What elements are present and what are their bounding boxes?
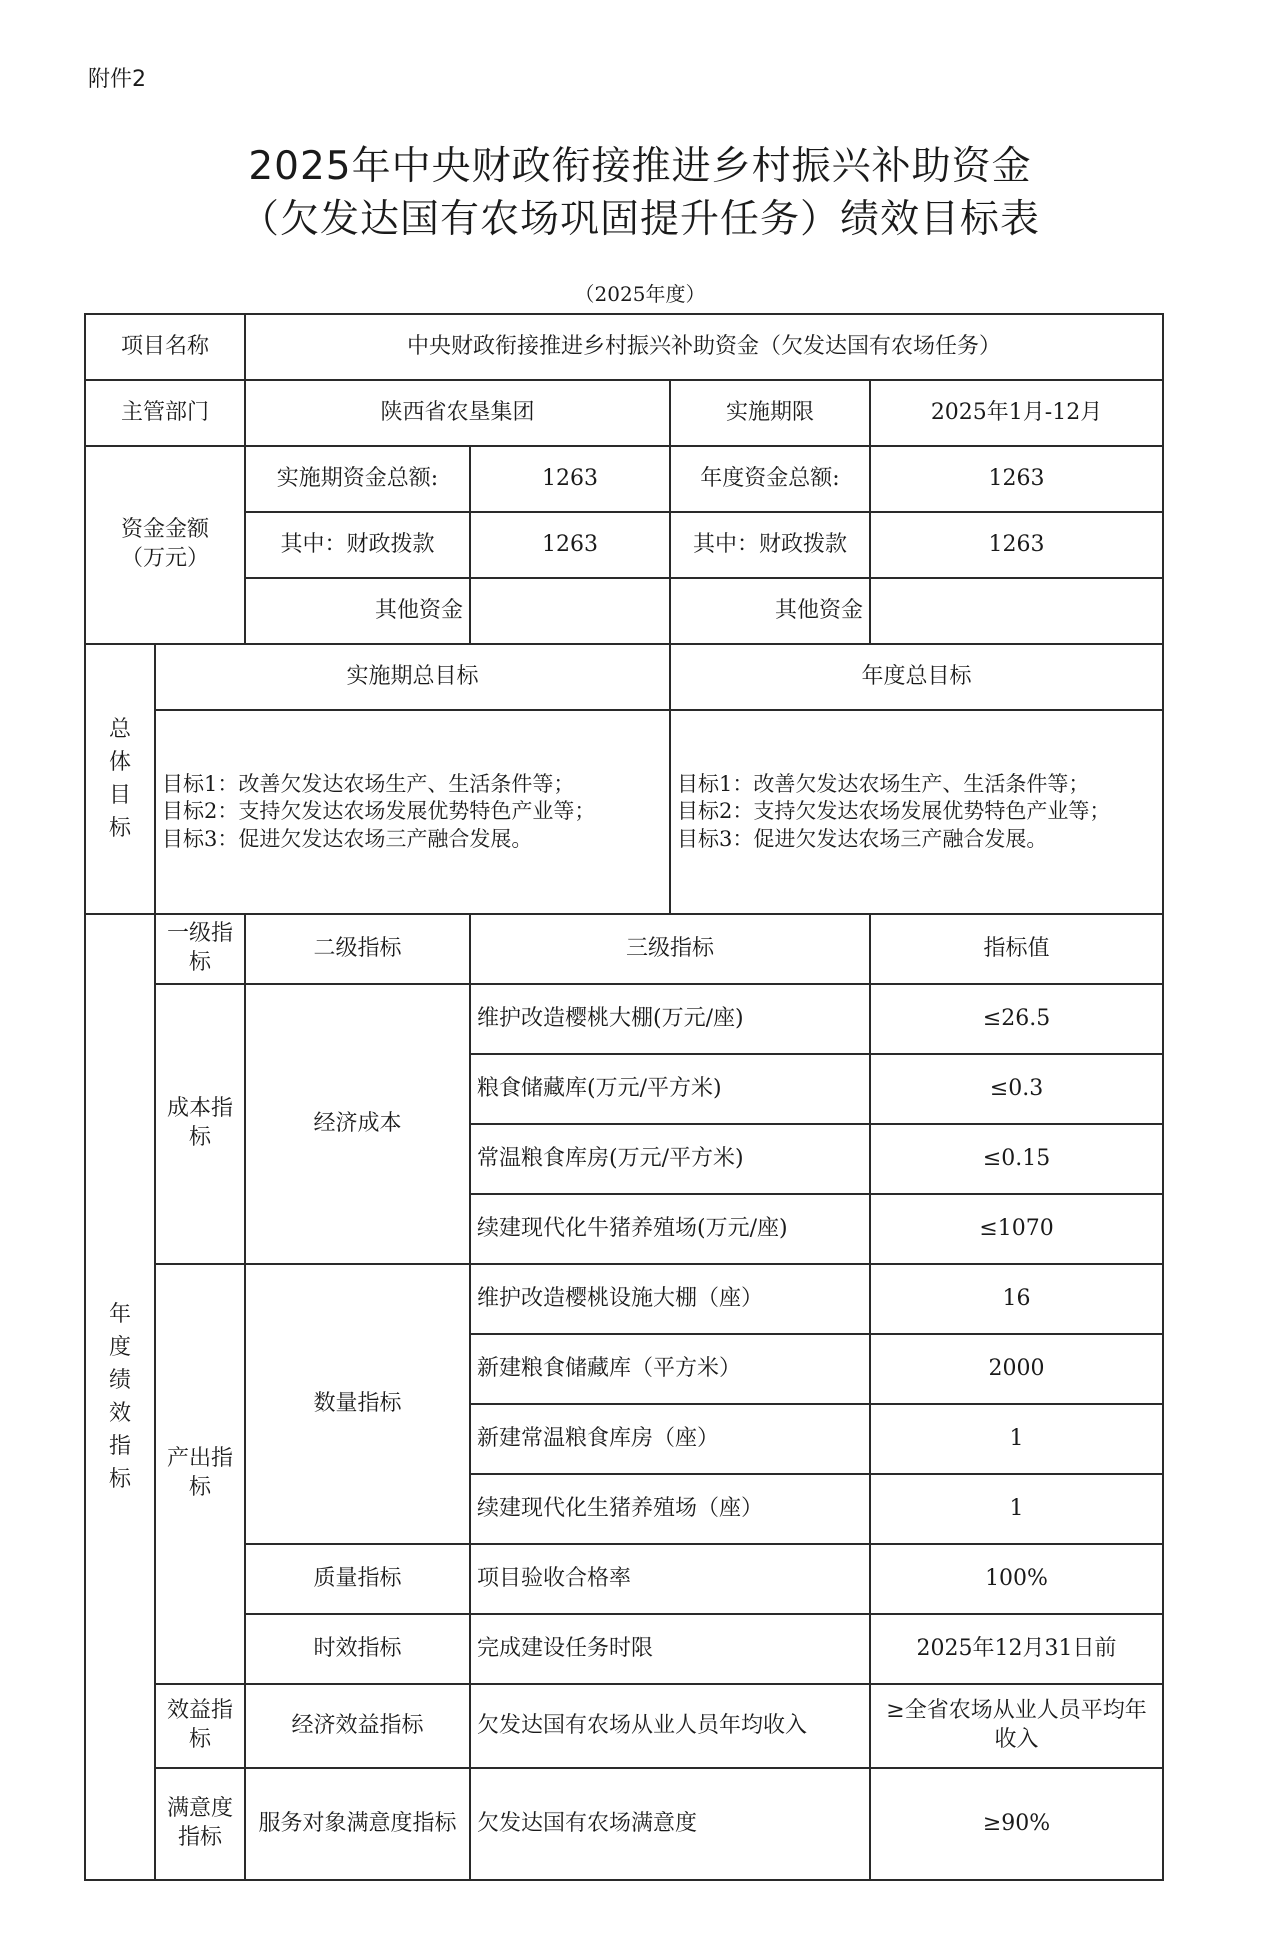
performance-target-table	[84, 313, 1164, 1881]
table-row	[85, 1544, 1163, 1614]
cost-item-name: 维护改造樱桃大棚(万元/座)	[470, 984, 870, 1054]
funds-annual-label: 年度资金总额:	[670, 446, 870, 512]
cost-item-value: ≤26.5	[870, 984, 1163, 1054]
cost-item-name: 常温粮食库房(万元/平方米)	[470, 1124, 870, 1194]
performance-table-wrapper	[84, 313, 1162, 1881]
cost-l1: 成本指标	[155, 984, 245, 1264]
quality-l2: 质量指标	[245, 1544, 470, 1614]
funds-other-label: 其他资金	[245, 578, 470, 644]
cost-item-name: 续建现代化牛猪养殖场(万元/座)	[470, 1194, 870, 1264]
cost-item-value: ≤1070	[870, 1194, 1163, 1264]
funds-annual-other-value	[870, 578, 1163, 644]
cost-l2: 经济成本	[245, 984, 470, 1264]
funds-total-value: 1263	[470, 446, 670, 512]
header-level2: 二级指标	[245, 914, 470, 984]
goal-annual-item: 目标3：促进欠发达农场三产融合发展。	[677, 826, 1048, 851]
output-l1: 产出指标	[155, 1264, 245, 1684]
project-row	[85, 314, 1163, 380]
benefit-l2: 经济效益指标	[245, 1684, 470, 1768]
quantity-l2: 数量指标	[245, 1264, 470, 1544]
cost-item-value: ≤0.15	[870, 1124, 1163, 1194]
quantity-item-value: 2000	[870, 1334, 1163, 1404]
funds-row-other	[85, 578, 1163, 644]
goals-annual-header: 年度总目标	[670, 644, 1163, 710]
goal-period-item: 目标1：改善欠发达农场生产、生活条件等；	[162, 772, 575, 797]
table-row	[85, 1684, 1163, 1768]
fiscal-year: （2025年度）	[574, 282, 706, 306]
indicators-header-row	[85, 914, 1163, 984]
satisfaction-item-value: ≥90%	[870, 1768, 1163, 1880]
project-label: 项目名称	[85, 314, 245, 380]
funds-total-label: 实施期资金总额:	[245, 446, 470, 512]
benefit-item-value: ≥全省农场从业人员平均年收入	[870, 1684, 1163, 1768]
funds-other-value	[470, 578, 670, 644]
cost-item-value: ≤0.3	[870, 1054, 1163, 1124]
funds-annual-fiscal-value: 1263	[870, 512, 1163, 578]
funds-row-fiscal	[85, 512, 1163, 578]
funds-annual-value: 1263	[870, 446, 1163, 512]
cost-item-name: 粮食储藏库(万元/平方米)	[470, 1054, 870, 1124]
table-row	[85, 1614, 1163, 1684]
satisfaction-l1: 满意度指标	[155, 1768, 245, 1880]
indicators-label-text: 年度绩效指标	[108, 1302, 131, 1492]
goal-annual-item: 目标2：支持欠发达农场发展优势特色产业等；	[677, 799, 1111, 824]
goals-annual-content	[670, 710, 1163, 914]
attachment-label: 附件2	[88, 67, 146, 92]
goal-period-item: 目标3：促进欠发达农场三产融合发展。	[162, 826, 533, 851]
goals-header-row	[85, 644, 1163, 710]
funds-annual-other-label: 其他资金	[670, 578, 870, 644]
satisfaction-l2: 服务对象满意度指标	[245, 1768, 470, 1880]
time-item-name: 完成建设任务时限	[470, 1614, 870, 1684]
funds-label-line1: 资金金额	[121, 517, 210, 543]
quantity-item-name: 新建常温粮食库房（座）	[470, 1404, 870, 1474]
header-level3: 三级指标	[470, 914, 870, 984]
quantity-item-value: 16	[870, 1264, 1163, 1334]
table-row	[85, 1264, 1163, 1334]
quantity-item-value: 1	[870, 1404, 1163, 1474]
goals-period-header: 实施期总目标	[155, 644, 670, 710]
funds-fiscal-value: 1263	[470, 512, 670, 578]
document-title-line1: 2025年中央财政衔接推进乡村振兴补助资金	[248, 144, 1032, 189]
quantity-item-value: 1	[870, 1474, 1163, 1544]
header-level1: 一级指标	[155, 914, 245, 984]
time-l2: 时效指标	[245, 1614, 470, 1684]
department-value: 陕西省农垦集团	[245, 380, 670, 446]
goals-period-content	[155, 710, 670, 914]
quantity-item-name: 维护改造樱桃设施大棚（座）	[470, 1264, 870, 1334]
benefit-item-name: 欠发达国有农场从业人员年均收入	[470, 1684, 870, 1768]
quantity-item-name: 新建粮食储藏库（平方米）	[470, 1334, 870, 1404]
table-row	[85, 984, 1163, 1054]
department-label: 主管部门	[85, 380, 245, 446]
goal-period-item: 目标2：支持欠发达农场发展优势特色产业等；	[162, 799, 596, 824]
quantity-item-name: 续建现代化生猪养殖场（座）	[470, 1474, 870, 1544]
project-value: 中央财政衔接推进乡村振兴补助资金（欠发达国有农场任务）	[245, 314, 1163, 380]
goal-annual-item: 目标1：改善欠发达农场生产、生活条件等；	[677, 772, 1090, 797]
funds-label	[85, 446, 245, 644]
funds-row-total	[85, 446, 1163, 512]
department-row	[85, 380, 1163, 446]
satisfaction-item-name: 欠发达国有农场满意度	[470, 1768, 870, 1880]
quality-item-name: 项目验收合格率	[470, 1544, 870, 1614]
time-item-value: 2025年12月31日前	[870, 1614, 1163, 1684]
goals-label-text: 总体目标	[108, 717, 131, 841]
quality-item-value: 100%	[870, 1544, 1163, 1614]
goals-label	[85, 644, 155, 914]
indicators-label	[85, 914, 155, 1880]
header-value: 指标值	[870, 914, 1163, 984]
funds-fiscal-label: 其中：财政拨款	[245, 512, 470, 578]
goals-content-row	[85, 710, 1163, 914]
document-title-line2: （欠发达国有农场巩固提升任务）绩效目标表	[239, 197, 1040, 242]
funds-annual-fiscal-label: 其中：财政拨款	[670, 512, 870, 578]
period-label: 实施期限	[670, 380, 870, 446]
period-value: 2025年1月-12月	[870, 380, 1163, 446]
funds-label-line2: （万元）	[121, 546, 210, 571]
benefit-l1: 效益指标	[155, 1684, 245, 1768]
table-row	[85, 1768, 1163, 1880]
